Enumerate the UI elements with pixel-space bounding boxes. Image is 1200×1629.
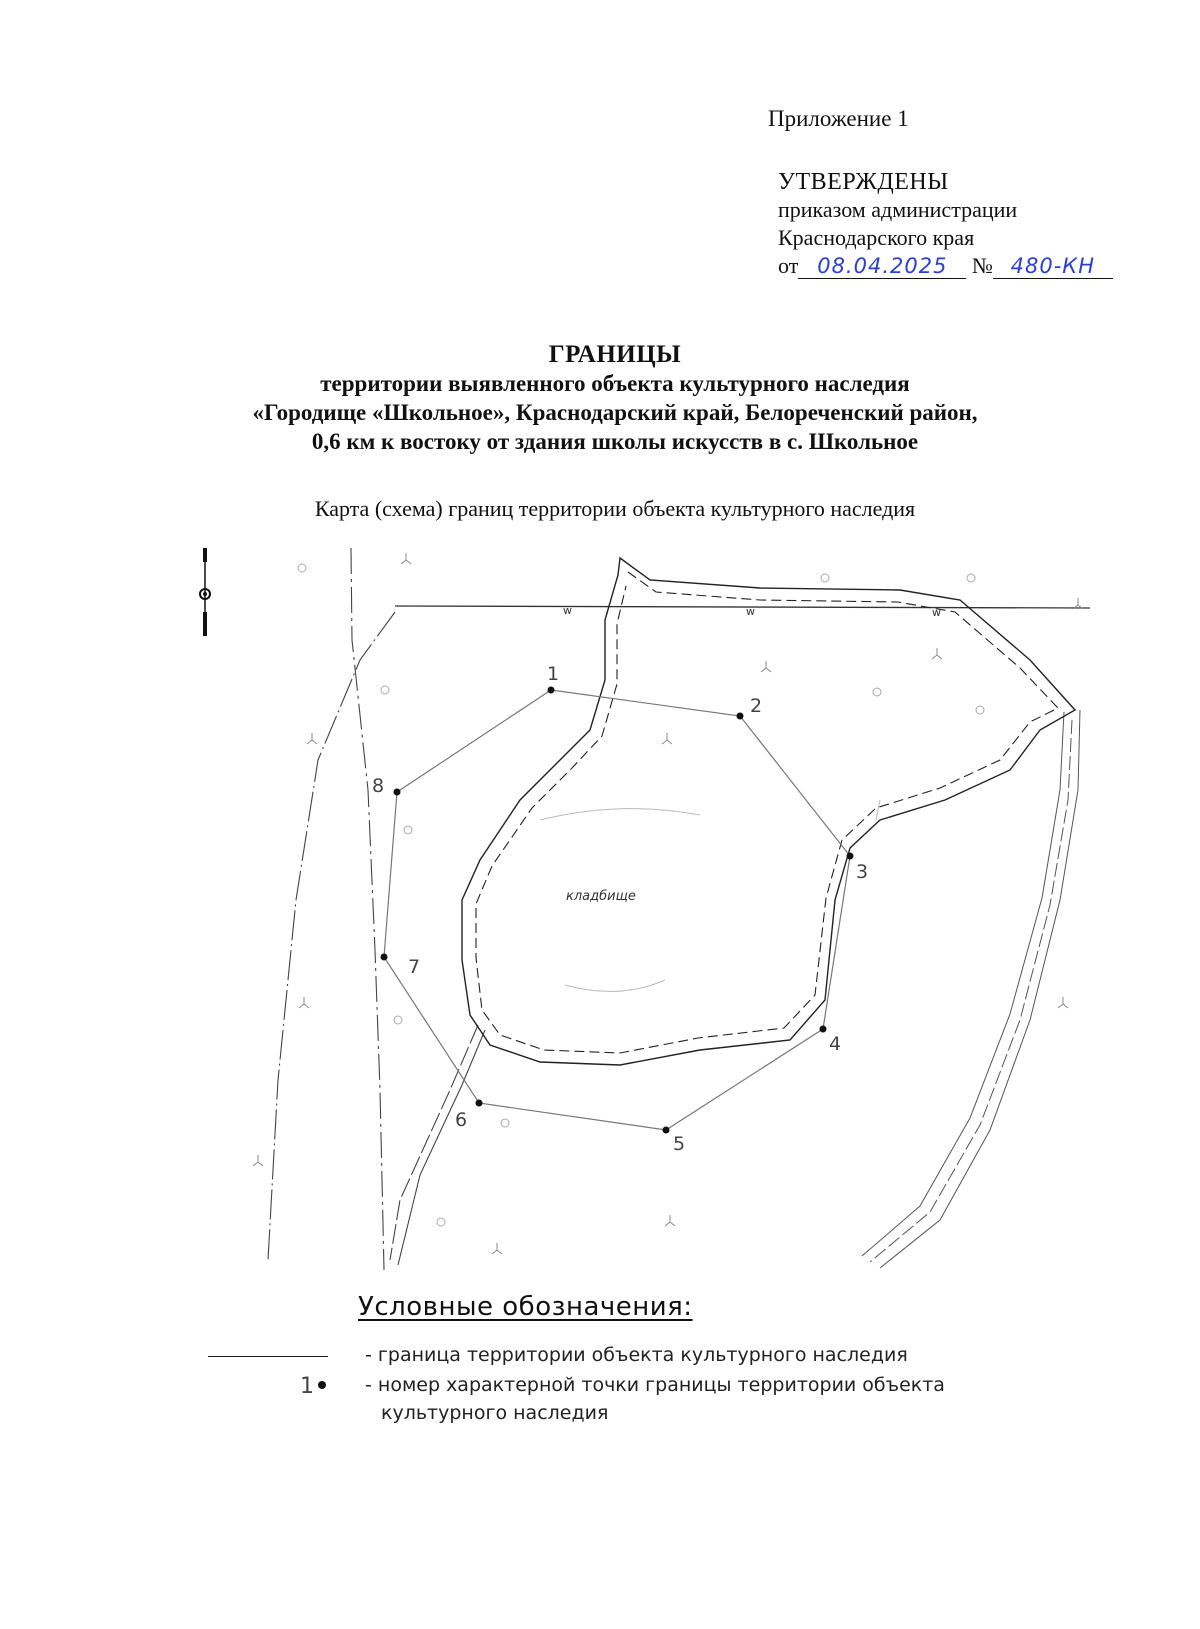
title-main: ГРАНИЦЫ (548, 341, 682, 368)
point-label-6: 6 (455, 1109, 468, 1131)
legend-point-text-2: культурного наследия (381, 1402, 609, 1424)
boundary-point-4 (820, 1026, 827, 1033)
boundary-point-7 (381, 954, 388, 961)
point-label-8: 8 (372, 775, 385, 797)
boundary-point-3 (847, 853, 854, 860)
boundary-map (190, 540, 1090, 1270)
approved-line-1: приказом администрации (778, 197, 1018, 222)
number-label: № (971, 253, 993, 278)
approved-title: УТВЕРЖДЕНЫ (778, 169, 949, 195)
legend-point-dot (318, 1381, 326, 1389)
handwritten-number: 480-КН (993, 254, 1113, 279)
legend-point-number: 1 (300, 1374, 314, 1399)
from-label: от (778, 253, 799, 278)
handwritten-date: 08.04.2025 (798, 254, 966, 279)
document-title (180, 340, 1050, 456)
svg-text:w: w (563, 604, 572, 617)
title-line-2: «Городище «Школьное», Краснодарский край, Белореченский район, (252, 400, 978, 425)
approval-block (778, 168, 1113, 280)
legend-point-text-1: - номер характерной точки границы территории объекта (365, 1374, 945, 1396)
cemetery-label: кладбище (566, 889, 636, 904)
legend-boundary-line-icon (208, 1356, 328, 1357)
svg-text:w: w (746, 605, 755, 618)
west-road (268, 548, 485, 1270)
legend-title: Условные обозначения: (358, 1292, 693, 1322)
point-label-2: 2 (750, 695, 763, 717)
boundary-point-8 (394, 789, 401, 796)
boundary-points (381, 687, 854, 1134)
boundary-point-6 (476, 1100, 483, 1107)
title-line-3: 0,6 км к востоку от здания школы искусств в с. Школьное (311, 429, 919, 454)
point-label-5: 5 (673, 1133, 686, 1155)
forest-symbols (253, 553, 1083, 1254)
north-arrow-icon (200, 548, 210, 636)
legend-boundary-text: - граница территории объекта культурного наследия (365, 1344, 908, 1366)
appendix-label: Приложение 1 (768, 106, 909, 131)
boundary-point-2 (737, 713, 744, 720)
legend-point-icon (300, 1374, 326, 1399)
point-labels (372, 663, 868, 1155)
order-line (778, 252, 1113, 280)
east-road (862, 710, 1080, 1268)
title-line-1: территории выявленного объекта культурного наследия (320, 371, 910, 396)
approved-line-2: Краснодарского края (778, 225, 975, 250)
power-line (395, 606, 1090, 608)
boundary-point-1 (548, 687, 555, 694)
heritage-boundary (384, 690, 850, 1130)
point-label-4: 4 (829, 1033, 842, 1055)
boundary-point-5 (663, 1127, 670, 1134)
map-subtitle: Карта (схема) границ территории объекта культурного наследия (314, 496, 916, 521)
point-label-7: 7 (408, 956, 421, 978)
cemetery-track (462, 558, 1075, 1065)
svg-text:w: w (932, 606, 941, 619)
point-label-3: 3 (856, 861, 869, 883)
point-label-1: 1 (547, 663, 560, 685)
